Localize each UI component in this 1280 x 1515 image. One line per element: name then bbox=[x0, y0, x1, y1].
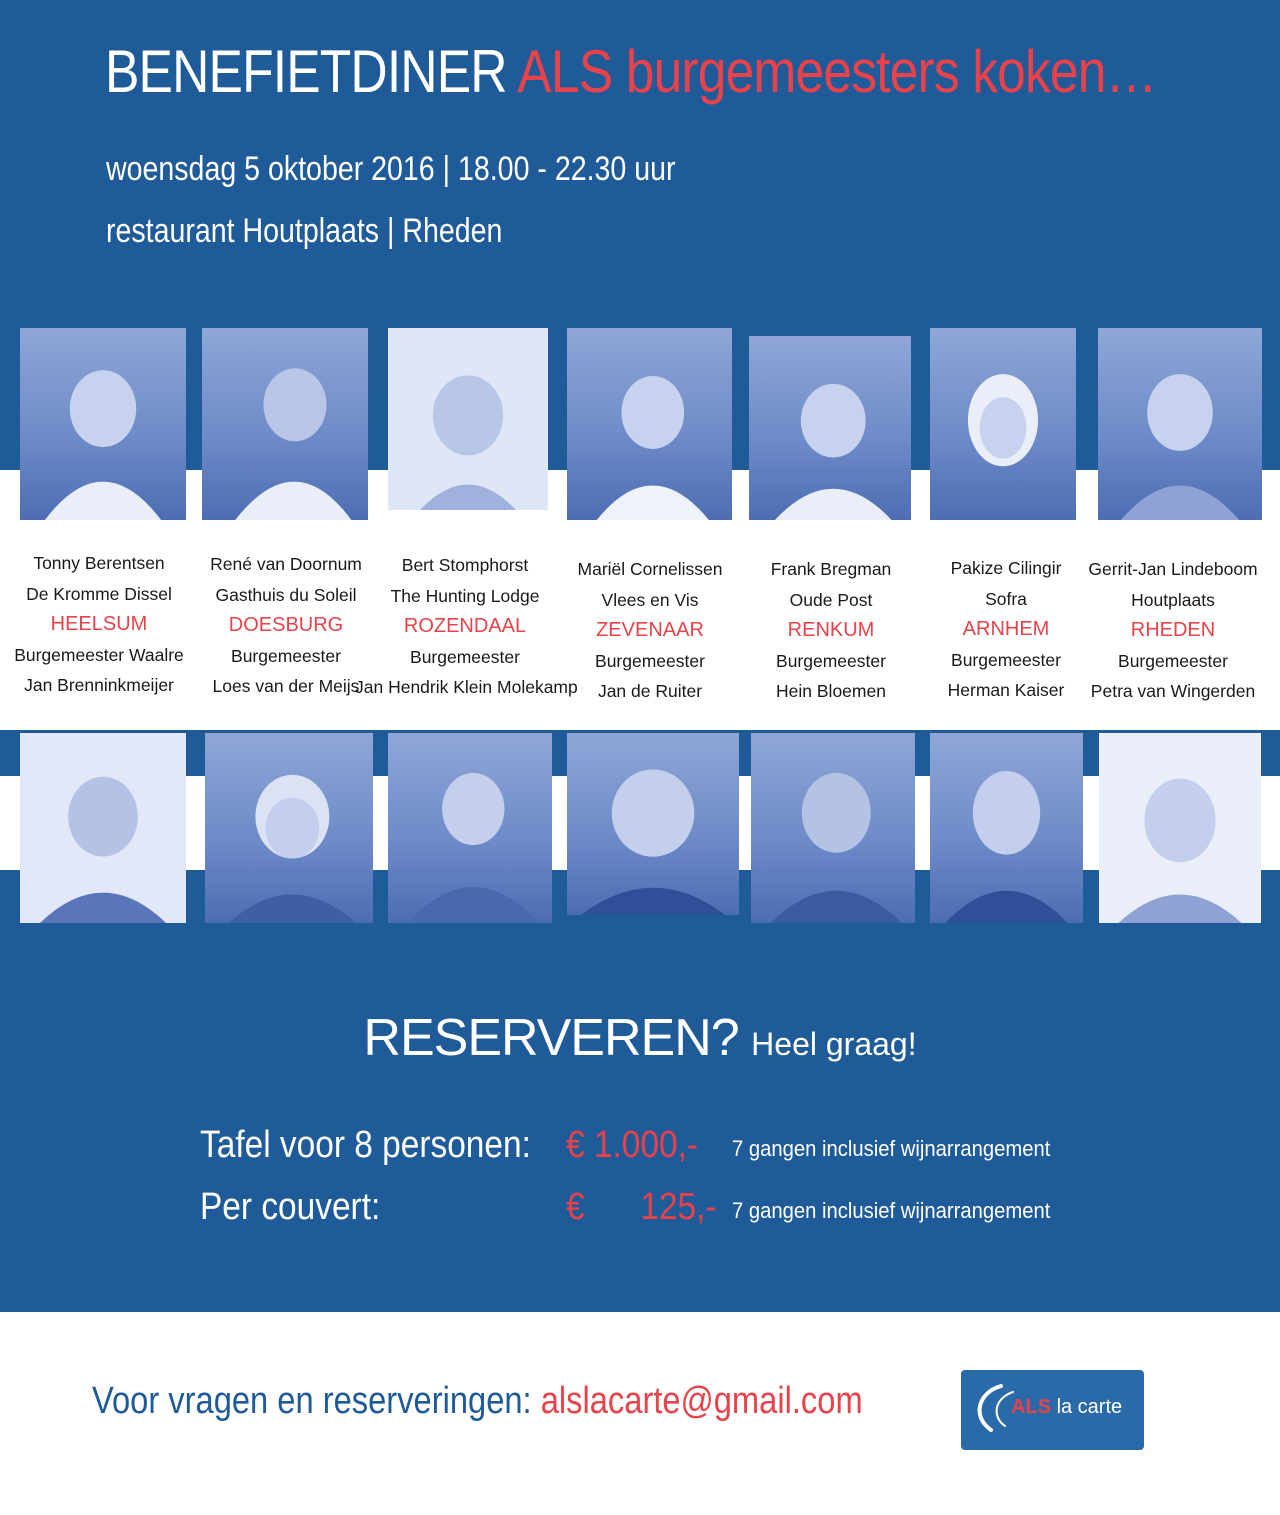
place-name: ZEVENAAR bbox=[596, 619, 704, 641]
chef-name: Bert Stomphorst bbox=[401, 555, 529, 575]
place-name: HEELSUM bbox=[50, 613, 148, 635]
person-3 bbox=[355, 550, 578, 703]
mayor-photo-5 bbox=[751, 733, 915, 923]
price-note: 7 gangen inclusief wijnarrangement bbox=[732, 1198, 1051, 1223]
mayor-role: Burgemeester bbox=[231, 645, 341, 666]
mayor-photo-6 bbox=[930, 733, 1083, 923]
chef-photo-3 bbox=[388, 328, 548, 510]
restaurant-name: Gasthuis du Soleil bbox=[215, 584, 357, 605]
place-name: ROZENDAAL bbox=[403, 615, 527, 637]
price-note: 7 gangen inclusief wijnarrangement bbox=[732, 1136, 1051, 1161]
place-name: RHEDEN bbox=[1130, 619, 1216, 641]
reserve-band bbox=[0, 870, 1280, 1312]
chef-name: Gerrit-Jan Lindeboom bbox=[1088, 559, 1258, 579]
logo-rest: la carte bbox=[1056, 1396, 1123, 1418]
person-1 bbox=[9, 548, 189, 701]
title-white: BENEFIETDINER bbox=[105, 38, 507, 105]
price-label: Per couvert: bbox=[200, 1186, 381, 1228]
logo-text bbox=[1011, 1396, 1122, 1419]
mayor-name: Hein Bloemen bbox=[776, 681, 886, 701]
reserve-subtitle: Heel graag! bbox=[751, 1026, 917, 1062]
mayor-role: Burgemeester bbox=[951, 649, 1061, 670]
price-label: Tafel voor 8 personen: bbox=[200, 1124, 531, 1166]
reserve-title: RESERVEREN? bbox=[363, 1009, 739, 1067]
mayor-role: Burgemeester Waalre bbox=[14, 644, 184, 665]
mayor-name: Jan Hendrik Klein Molekamp bbox=[355, 677, 578, 697]
chef-photo-4 bbox=[567, 328, 732, 520]
als-la-carte-logo bbox=[961, 1370, 1144, 1450]
restaurant-name: The Hunting Lodge bbox=[390, 585, 540, 606]
chef-photo-2 bbox=[202, 328, 368, 520]
mayor-photo-3 bbox=[388, 733, 552, 923]
restaurant-name: Houtplaats bbox=[1131, 589, 1215, 610]
price-value: € 125,- bbox=[566, 1186, 717, 1228]
mayor-role: Burgemeester bbox=[1118, 650, 1228, 671]
mayor-name: Jan Brenninkmeijer bbox=[24, 675, 174, 695]
chef-photo-5 bbox=[749, 336, 911, 520]
chef-name: Frank Bregman bbox=[770, 559, 892, 579]
mayor-role: Burgemeester bbox=[410, 646, 520, 667]
person-2 bbox=[196, 549, 376, 702]
place-name: RENKUM bbox=[787, 619, 875, 641]
page-title bbox=[105, 34, 1156, 110]
mayor-name: Loes van der Meijs bbox=[212, 676, 360, 696]
place-name: ARNHEM bbox=[962, 618, 1050, 640]
chef-photo-1 bbox=[20, 328, 186, 520]
person-4 bbox=[560, 554, 740, 707]
mayor-role: Burgemeester bbox=[776, 650, 886, 671]
contact-label: Voor vragen en reserveringen: bbox=[92, 1380, 532, 1422]
mayor-photo-1 bbox=[20, 733, 186, 923]
chef-name: Mariël Cornelissen bbox=[577, 559, 723, 579]
mayor-photo-2 bbox=[205, 733, 373, 923]
person-7 bbox=[1083, 554, 1263, 707]
contact-line bbox=[92, 1380, 863, 1423]
mayor-name: Jan de Ruiter bbox=[597, 681, 703, 701]
mayor-photo-7 bbox=[1099, 733, 1261, 923]
restaurant-name: Oude Post bbox=[789, 589, 873, 610]
chef-name: Tonny Berentsen bbox=[33, 553, 165, 573]
mayor-name: Herman Kaiser bbox=[947, 680, 1065, 700]
date-line: woensdag 5 oktober 2016 | 18.00 - 22.30 uur bbox=[106, 150, 676, 188]
chef-name: Pakize Cilingir bbox=[950, 558, 1062, 578]
chef-name: René van Doornum bbox=[210, 554, 362, 574]
contact-email[interactable]: alslacarte@gmail.com bbox=[540, 1380, 863, 1422]
mayor-name: Petra van Wingerden bbox=[1090, 681, 1256, 701]
restaurant-name: Vlees en Vis bbox=[601, 589, 699, 610]
mayor-role: Burgemeester bbox=[595, 650, 705, 671]
person-6 bbox=[916, 553, 1096, 706]
logo-als: ALS bbox=[1011, 1396, 1051, 1418]
place-name: DOESBURG bbox=[228, 614, 344, 636]
restaurant-name: Sofra bbox=[985, 588, 1027, 609]
chef-photo-7 bbox=[1098, 328, 1262, 520]
chef-photo-6 bbox=[930, 328, 1076, 520]
reserve-heading bbox=[0, 1008, 1280, 1068]
mayor-photo-4 bbox=[567, 733, 739, 915]
person-5 bbox=[741, 554, 921, 707]
title-red: ALS burgemeesters koken… bbox=[517, 38, 1157, 105]
restaurant-name: De Kromme Dissel bbox=[26, 583, 172, 604]
venue-line: restaurant Houtplaats | Rheden bbox=[106, 212, 503, 250]
price-value: € 1.000,- bbox=[566, 1124, 698, 1166]
